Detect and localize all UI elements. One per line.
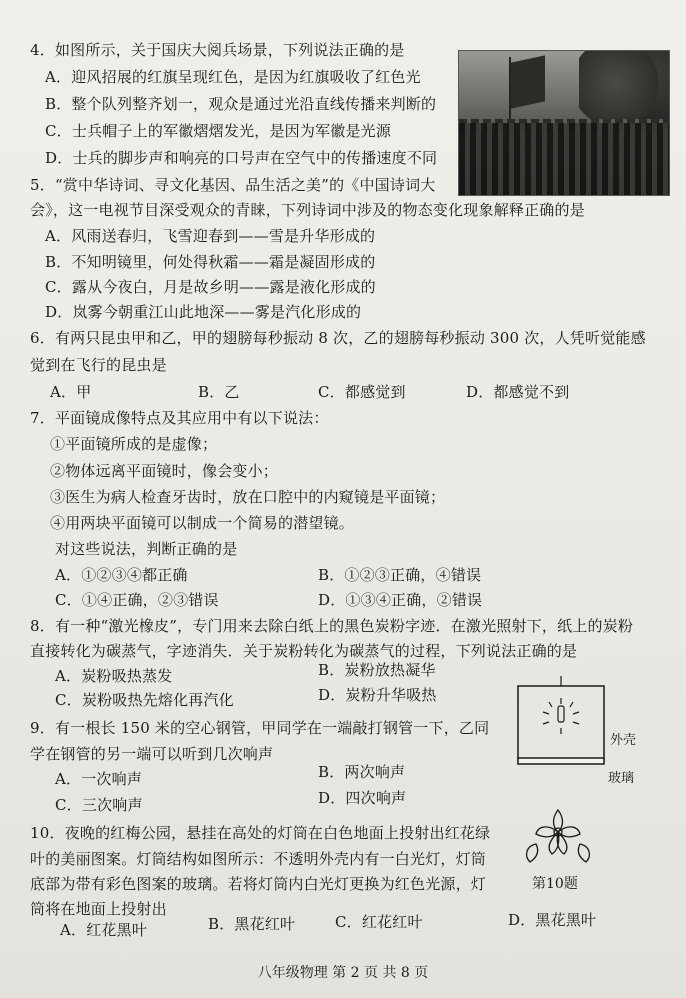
q7-statement-1: ①平面镜所成的是虚像； <box>50 435 218 453</box>
q9-stem-line1: 9．有一根长 150 米的空心钢管，甲同学在一端敲打钢管一下，乙同 <box>30 719 490 737</box>
q9-option-d: D．四次响声 <box>318 789 407 807</box>
q10-option-b: B．黑花红叶 <box>208 915 296 933</box>
q8-option-b: B．炭粉放热凝华 <box>318 661 436 679</box>
parade-photo <box>458 50 670 196</box>
q8-option-c: C．炭粉吸热先熔化再汽化 <box>55 691 234 709</box>
q7-statement-2: ②物体远离平面镜时，像会变小； <box>50 462 279 480</box>
q4-option-a: A．迎风招展的红旗呈现红色，是因为红旗吸收了红色光 <box>45 68 421 86</box>
q4-option-b: B．整个队列整齐划一，观众是通过光沿直线传播来判断的 <box>45 95 437 113</box>
q8-option-d: D．炭粉升华吸热 <box>318 686 437 704</box>
q5-option-b: B．不知明镜里，何处得秋霜——霜是凝固形成的 <box>45 253 376 271</box>
q6-stem-line1: 6．有两只昆虫甲和乙，甲的翅膀每秒振动 8 次，乙的翅膀每秒振动 300 次，人凭听觉能感 <box>30 329 646 347</box>
label-shell: 外壳 <box>610 733 637 748</box>
q4-stem: 4．如图所示，关于国庆大阅兵场景，下列说法正确的是 <box>30 41 405 59</box>
q10-stem-line3: 底部为带有彩色图案的玻璃。若将灯筒内白光灯更换为红色光源，灯 <box>30 875 487 893</box>
figure10-caption: 第10题 <box>532 876 578 892</box>
q7-option-d: D．①③④正确，②错误 <box>318 591 483 609</box>
q5-stem-line1: 5．“赏中华诗词、寻文化基因、品生活之美”的《中国诗词大 <box>30 176 436 194</box>
q7-option-b: B．①②③正确，④错误 <box>318 566 482 584</box>
q6-option-a: A．甲 <box>50 383 92 401</box>
q10-stem-line2: 叶的美丽图案。灯筒结构如图所示：不透明外壳内有一白光灯，灯筒 <box>30 850 487 868</box>
flower-pattern-figure <box>522 804 594 868</box>
q9-option-c: C．三次响声 <box>55 796 143 814</box>
lamp-cylinder-figure <box>516 676 606 772</box>
q7-option-c: C．①④正确，②③错误 <box>55 591 219 609</box>
q4-option-c: C．士兵帽子上的军徽熠熠发光，是因为军徽是光源 <box>45 122 392 140</box>
q7-statement-4: ④用两块平面镜可以制成一个简易的潜望镜。 <box>50 514 355 532</box>
q8-stem-line1: 8．有一种“激光橡皮”，专门用来去除白纸上的黑色炭粉字迹．在激光照射下，纸上的炭粉 <box>30 617 634 635</box>
q6-option-d: D．都感觉不到 <box>466 383 570 401</box>
q10-stem-line4: 筒将在地面上投射出 <box>30 900 167 918</box>
q7-stem: 7．平面镜成像特点及其应用中有以下说法： <box>30 409 329 427</box>
q9-option-a: A．一次响声 <box>55 770 143 788</box>
q5-option-d: D．岚雾今朝重江山此地深——雾是汽化形成的 <box>45 303 362 321</box>
q10-option-c: C．红花红叶 <box>335 913 423 931</box>
page-footer: 八年级物理 第 2 页 共 8 页 <box>257 965 429 981</box>
q6-option-c: C．都感觉到 <box>318 383 406 401</box>
label-glass: 玻璃 <box>608 771 635 786</box>
q4-option-d: D．士兵的脚步声和响亮的口号声在空气中的传播速度不同 <box>45 149 438 167</box>
q5-option-a: A．风雨送春归，飞雪迎春到——雪是升华形成的 <box>45 227 376 245</box>
q8-stem-line2: 直接转化为碳蒸气，字迹消失．关于炭粉转化为碳蒸气的过程，下列说法正确的是 <box>30 642 578 660</box>
q10-option-a: A．红花黑叶 <box>60 921 148 939</box>
q7-judge: 对这些说法，判断正确的是 <box>55 540 238 558</box>
q10-stem-line1: 10．夜晚的红梅公园，悬挂在高处的灯筒在白色地面上投射出红花绿 <box>30 824 491 842</box>
q9-stem-line2: 学在钢管的另一端可以听到几次响声 <box>30 745 274 763</box>
q5-option-c: C．露从今夜白，月是故乡明——露是液化形成的 <box>45 278 376 296</box>
q7-statement-3: ③医生为病人检查牙齿时，放在口腔中的内窥镜是平面镜； <box>50 488 446 506</box>
q10-option-d: D．黑花黑叶 <box>508 911 597 929</box>
q9-option-b: B．两次响声 <box>318 763 406 781</box>
q7-option-a: A．①②③④都正确 <box>55 566 188 584</box>
q6-option-b: B．乙 <box>198 383 240 401</box>
q5-stem-line2: 会》，这一电视节目深受观众的青睐，下列诗词中涉及的物态变化现象解释正确的是 <box>30 201 585 219</box>
q6-stem-line2: 觉到在飞行的昆虫是 <box>30 356 167 374</box>
q8-option-a: A．炭粉吸热蒸发 <box>55 667 173 685</box>
